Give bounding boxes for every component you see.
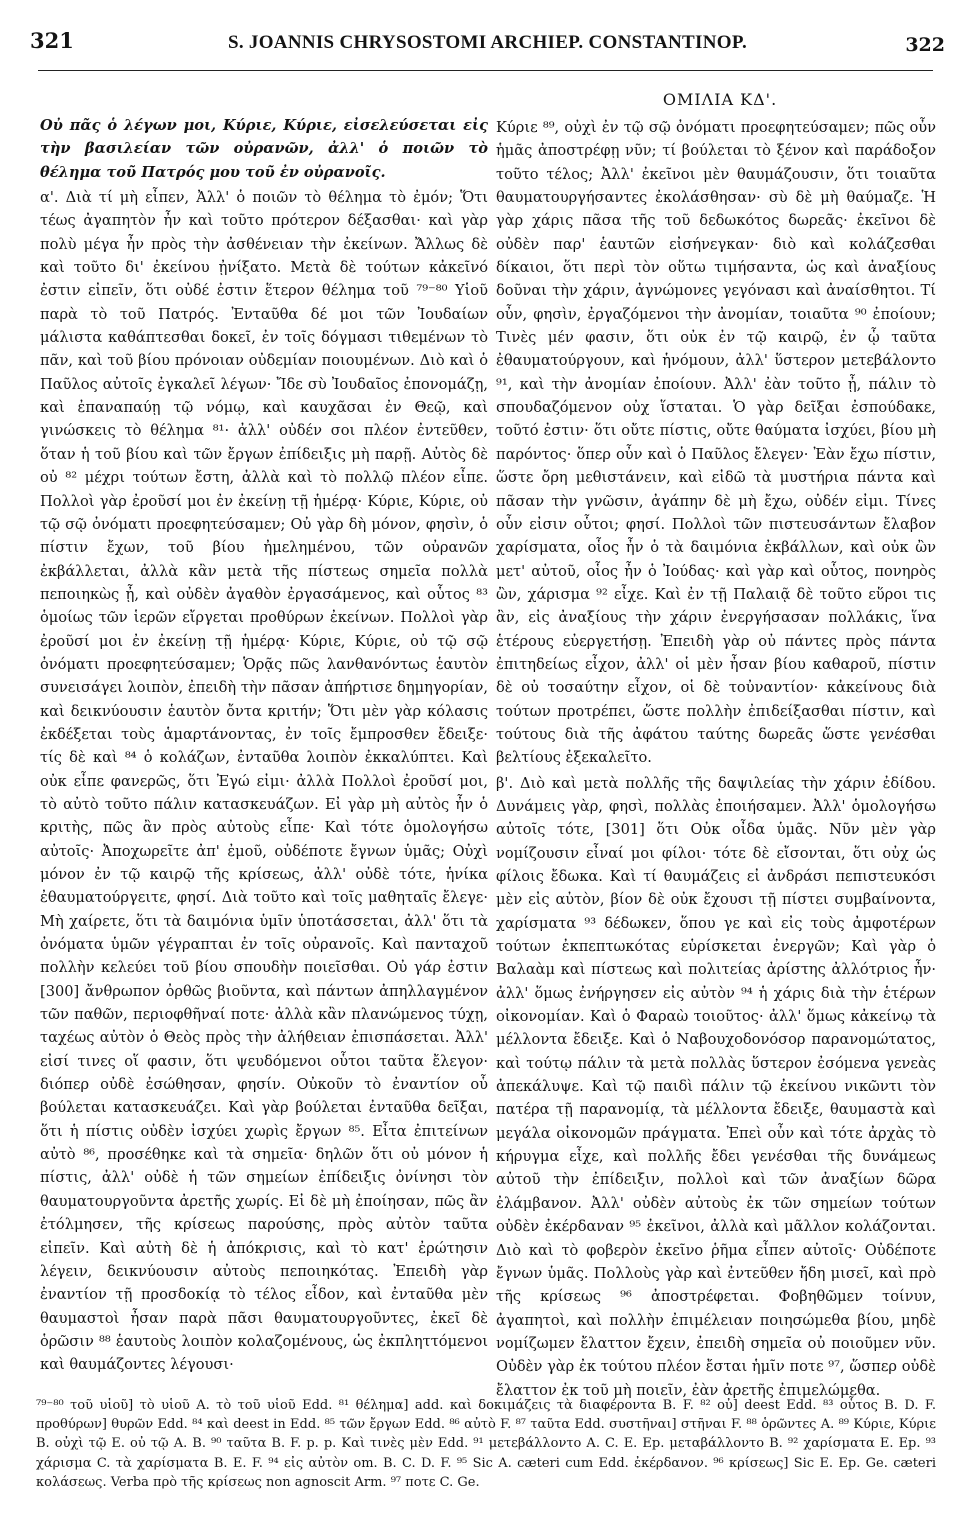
homily-title: ΟΜΙΛΙΑ ΚΔ'. [662,90,778,109]
left-column-text: α'. Διὰ τί μὴ εἶπεν, Ἀλλ' ὁ ποιῶν τὸ θέλημα τὸ ἐμόν; Ὅτι τέως ἀγαπητὸν ἦν καὶ τοῦτο πρότερον δέξασθαι· καὶ γὰρ πολὺ μέγα ἦν πρὸς τὴν ἀσθένειαν τὴν ἐκείνων. Ἄλλως δὲ καὶ τοῦτο δι' ἐκείνου ᾐνίξατο. Μετὰ δὲ τούτων κἀκεῖνό ἐστιν εἰπεῖν, ὅτι οὐδέ ἐστιν ἕτερον θέλημα τοῦ ⁷⁹⁻⁸⁰ Υἱοῦ παρὰ τὸ τοῦ Πατρός. Ἐνταῦθα δέ μοι τῶν Ἰουδαίων μάλιστα καθάπτεσθαι δοκεῖ, ἐν τοῖς δόγμασι τιθεμένων τὸ πᾶν, καὶ τοῦ βίου πρόνοιαν οὐδεμίαν ποιουμένων. Διὸ καὶ ὁ Παῦλος αὐτοῖς ἐγκαλεῖ λέγων· Ἴδε σὺ Ἰουδαῖος ἐπονομάζῃ, καὶ ἐπαναπαύῃ τῷ νόμῳ, καὶ καυχᾶσαι ἐν Θεῷ, καὶ γινώσκεις τὸ θέλημα ⁸¹· ἀλλ' οὐδέν σοι πλέον ἐντεῦθεν, ὅταν ἡ τοῦ βίου καὶ τῶν ἔργων ἐπίδειξις μὴ παρῇ. Αὐτὸς δὲ οὐ ⁸² μέχρι τούτων ἔστη, ἀλλὰ καὶ τὸ πολλῷ πλέον εἶπε. Πολλοὶ γὰρ ἐροῦσί μοι ἐν ἐκείνῃ τῇ ἡμέρᾳ· Κύριε, Κύριε, οὐ τῷ σῷ ὀνόματι προεφητεύσαμεν; Οὐ γὰρ δὴ μόνον, φησὶν, ὁ πίστιν ἔχων, τοῦ βίου ἠμελημένου, τῶν οὐρανῶν ἐκβάλλεται, ἀλλὰ κἂν μετὰ τῆς πίστεως σημεῖα πολλὰ πεποιηκὼς ᾖ, καὶ οὐδὲν ἀγαθὸν ἐργασάμενος, καὶ οὗτος ⁸³ ὁμοίως τῶν ἱερῶν εἴργεται προθύρων ἐκείνων. Πολλοὶ γὰρ ἐροῦσί μοι ἐν ἐκείνῃ τῇ ἡμέρᾳ· Κύριε, Κύριε, οὐ τῷ σῷ ὀνόματι προεφητεύσαμεν; Ὁρᾷς πῶς λανθανόντως ἑαυτὸν συνεισάγει λοιπὸν, ἐπειδὴ τὴν πᾶσαν ἀπήρτισε δημηγορίαν, καὶ δεικνύουσιν ἑαυτὸν ὄντα κριτήν; Ὅτι μὲν γὰρ κόλασις ἐκδέξεται τοὺς ἁμαρτάνοντας, ἐν τοῖς ἔμπροσθεν ἔδειξε· τίς δὲ καὶ ⁸⁴ ὁ κολάζων, ἐνταῦθα λοιπὸν ἐκκαλύπτει. Καὶ οὐκ εἶπε φανερῶς, ὅτι Ἐγώ εἰμι· ἀλλὰ Πολλοὶ ἐροῦσί μοι, τὸ αὐτὸ τοῦτο πάλιν κατασκευάζων. Εἰ γὰρ μὴ αὐτὸς ἦν ὁ κριτὴς, πῶς ἂν πρὸς αὐτοὺς εἶπε· Καὶ τότε ὁμολογήσω αὐτοῖς· Ἀποχωρεῖτε ἀπ' ἐμοῦ, οὐδέποτε ἔγνων ὑμᾶς; Οὐχὶ μόνον ἐν τῷ καιρῷ τῆς κρίσεως, ἀλλ' οὐδὲ τότε, ἡνίκα ἐθαυματούργειτε, φησί. Διὰ τοῦτο καὶ τοῖς μαθηταῖς ἔλεγε· Μὴ χαίρετε, ὅτι τὰ δαιμόνια ὑμῖν ὑποτάσσεται, ἀλλ' ὅτι τὰ ὀνόματα ὑμῶν γέγραπται ἐν τοῖς οὐρανοῖς. Καὶ πανταχοῦ πολλὴν κελεύει τοῦ βίου σπουδὴν ποιεῖσθαι. Οὐ γάρ ἐστιν [300] ἄνθρωπον ὀρθῶς βιοῦντα, καὶ πάντων ἀπηλλαγμένον τῶν παθῶν, περιοφθῆναί ποτε· ἀλλὰ κἂν πλανώμενος τύχῃ, ταχέως αὐτὸν ὁ Θεὸς πρὸς τὴν ἀλήθειαν ἐπισπάσεται. Ἀλλ' εἰσί τινες οἵ φασιν, ὅτι ψευδόμενοι οὗτοι ταῦτα ἔλεγον· διόπερ οὐδὲ ἐσώθησαν, φησίν. Οὐκοῦν τὸ ἐναντίον οὗ βούλεται κατασκευάζει. Καὶ γὰρ βούλεται ἐνταῦθα δεῖξαι, ὅτι ἡ πίστις οὐδὲν ἰσχύει χωρὶς ἔργων ⁸⁵. Εἶτα ἐπιτείνων αὐτὸ ⁸⁶, προσέθηκε καὶ τὰ σημεῖα· δηλῶν ὅτι οὐ μόνον ἡ πίστις, ἀλλ' οὐδὲ ἡ τῶν σημείων ἐπίδειξις ὀνίνησι τὸν θαυματουργοῦντα ἀρετῆς χωρίς. Εἰ δὲ μὴ ἐποίησαν, πῶς ἂν ἐτόλμησεν, τῆς κρίσεως παρούσης, πρὸς αὐτὸν ταῦτα εἰπεῖν. Καὶ αὐτὴ δὲ ἡ ἀπόκρισις, καὶ τὸ κατ' ἐρώτησιν λέγειν, δεικνύουσιν αὐτοὺς πεποιηκότας. Ἐπειδὴ γὰρ ἐναντίον τῇ προσδοκίᾳ τὸ τέλος εἶδον, καὶ ἐνταῦθα μὲν θαυμαστοὶ ἦσαν παρὰ πᾶσι θαυματουργοῦντες, ἐκεῖ δὲ ὁρῶσιν ⁸⁸ ἑαυτοὺς λοιπὸν κολαζομένους, ὡς ἐκπληττόμενοι καὶ θαυμάζοντες λέγουσι· [40,189,488,1374]
page-header [30,28,945,62]
right-column-text-2: β'. Διὸ καὶ μετὰ πολλῆς τῆς δαψιλείας τὴν χάριν ἐδίδου. Δυνάμεις γὰρ, φησὶ, πολλὰς ἐποιήσαμεν. Ἀλλ' ὁμολογήσω αὐτοῖς τότε, [301] ὅτι Οὐκ οἶδα ὑμᾶς. Νῦν μὲν γὰρ νομίζουσιν εἶναί μοι φίλοι· τότε δὲ εἴσονται, ὅτι οὐχ ὡς φίλοις ἔδωκα. Καὶ τί θαυμάζεις εἰ ἀνδράσι πεπιστευκόσι μὲν εἰς αὐτὸν, βίον δὲ οὐκ ἔχουσι τῇ πίστει συμβαίνοντα, χαρίσματα ⁹³ δέδωκεν, ὅπου γε καὶ εἰς τοὺς ἀμφοτέρων τούτων ἐκπεπτωκότας εὑρίσκεται ἐνεργῶν; Καὶ γὰρ ὁ Βαλαὰμ καὶ πίστεως καὶ πολιτείας ἀρίστης ἀλλότριος ἦν· ἀλλ' ὅμως ἐνήργησεν εἰς αὐτὸν ⁹⁴ ἡ χάρις διὰ τὴν ἑτέρων οἰκονομίαν. Καὶ ὁ Φαραὼ τοιοῦτος· ἀλλ' ὅμως κἀκείνῳ τὰ μέλλοντα ἔδειξε. Καὶ ὁ Ναβουχοδονόσορ παρανομώτατος, καὶ τούτῳ πάλιν τὰ μετὰ πολλὰς ὕστερον ἐσόμενα γενεὰς ἀπεκάλυψε. Καὶ τῷ παιδὶ πάλιν τῷ ἐκείνου νικῶντι τὸν πατέρα τῇ παρανομίᾳ, τὰ μέλλοντα ἔδειξε, θαυμαστὰ καὶ μεγάλα οἰκονομῶν πράγματα. Ἐπεὶ οὖν καὶ τότε ἀρχὰς τὸ κήρυγμα εἶχε, καὶ πολλῆς ἔδει γενέσθαι τῆς δυνάμεως αὐτοῦ τὴν ἐπίδειξιν, πολλοὶ καὶ τῶν ἀναξίων δῶρα ἐλάμβανον. Ἀλλ' οὐδὲν αὐτοὺς ἐκ τῶν σημείων τούτων οὐδὲν ἐκέρδαναν ⁹⁵ ἐκεῖνοι, ἀλλὰ καὶ μᾶλλον κολάζονται. Διὸ καὶ τὸ φοβερὸν ἐκεῖνο ῥῆμα εἶπεν αὐτοῖς· Οὐδέποτε ἔγνων ὑμᾶς. Πολλοὺς γὰρ καὶ ἐντεῦθεν ἤδη μισεῖ, καὶ πρὸ τῆς κρίσεως ⁹⁶ ἀποστρέφεται. Φοβηθῶμεν τοίνυν, ἀγαπητοὶ, καὶ πολλὴν ἐπιμέλειαν ποιησώμεθα βίου, μηδὲ νομίζωμεν ἔλαττον ἔχειν, ἐπειδὴ σημεῖα οὐ ποιοῦμεν νῦν. Οὐδὲν γὰρ ἐκ τούτου πλέον ἔσται ἡμῖν ποτε ⁹⁷, ὥσπερ οὐδὲ ἔλαττον ἐκ τοῦ μὴ ποιεῖν, ἐὰν ἀρετῆς ἐπιμελώμεθα. [496,774,936,1399]
left-column [40,114,488,1377]
scripture-lemma: Οὐ πᾶς ὁ λέγων μοι, Κύριε, Κύριε, εἰσελεύσεται εἰς τὴν βασιλείαν τῶν οὐρανῶν, ἀλλ' ὁ ποιῶν τὸ θέλημα τοῦ Πατρός μου τοῦ ἐν οὐρανοῖς. [40,117,488,181]
page-number-right: 322 [905,34,945,56]
running-title: S. JOANNIS CHRYSOSTOMI ARCHIEP. CONSTANTINOP. [227,32,748,53]
right-column-text-1: Κύριε ⁸⁹, οὐχὶ ἐν τῷ σῷ ὀνόματι προεφητεύσαμεν; πῶς οὖν ἡμᾶς ἀποστρέφῃ νῦν; τί βούλεται τὸ ξένον καὶ παράδοξον τοῦτο τέλος; Ἀλλ' ἐκεῖνοι μὲν θαυμάζουσιν, ὅτι τοιαῦτα θαυματουργήσαντες ἐκολάσθησαν· σὺ δὲ μὴ θαύμαζε. Ἡ γὰρ χάρις πᾶσα τῆς τοῦ δεδωκότος δωρεᾶς· ἐκεῖνοι δὲ οὐδὲν παρ' ἑαυτῶν εἰσήνεγκαν· διὸ καὶ κολάζεσθαι δίκαιοι, ὅτι περὶ τὸν οὕτω τιμήσαντα, ὡς καὶ ἀναξίους δοῦναι τὴν χάριν, ἀγνώμονες γεγόνασι καὶ ἀναίσθητοι. Τί οὖν, φησὶν, ἐργαζόμενοι τὴν ἀνομίαν, τοιαῦτα ⁹⁰ ἐποίουν; Τινὲς μέν φασιν, ὅτι οὐκ ἐν τῷ καιρῷ, ἐν ᾧ ταῦτα ἐθαυματούργουν, καὶ ἡνόμουν, ἀλλ' ὕστερον μετεβάλοντο ⁹¹, καὶ τὴν ἀνομίαν ἐποίουν. Ἀλλ' ἐὰν τοῦτο ᾖ, πάλιν τὸ σπουδαζόμενον οὐχ ἵσταται. Ὁ γὰρ δεῖξαι ἐσπούδακε, τοῦτό ἐστιν· ὅτι οὔτε πίστις, οὔτε θαύματα ἰσχύει, βίου μὴ παρόντος· ὅπερ οὖν καὶ ὁ Παῦλος ἔλεγεν· Ἐὰν ἔχω πίστιν, ὥστε ὄρη μεθιστάνειν, καὶ εἰδῶ τὰ μυστήρια πάντα καὶ πᾶσαν τὴν γνῶσιν, ἀγάπην δὲ μὴ ἔχω, οὐδέν εἰμι. Τίνες οὖν εἰσιν οὗτοι; φησί. Πολλοὶ τῶν πιστευσάντων ἔλαβον χαρίσματα, οἷος ἦν ὁ τὰ δαιμόνια ἐκβάλλων, καὶ οὐκ ὢν μετ' αὐτοῦ, οἷος ἦν ὁ Ἰούδας· καὶ γὰρ καὶ οὗτος, πονηρὸς ὢν, χάρισμα ⁹² εἶχε. Καὶ ἐν τῇ Παλαιᾷ δὲ τοῦτο εὕροι τις ἂν, εἰς ἀναξίους τὴν χάριν ἐνεργήσασαν πολλάκις, ἵνα ἑτέρους εὐεργετήσῃ. Ἐπειδὴ γὰρ οὐ πάντες πρὸς πάντα ἐπιτηδείως εἶχον, ἀλλ' οἱ μὲν ἦσαν βίου καθαροῦ, πίστιν δὲ οὐ τοσαύτην εἶχον, οἱ δὲ τοὐναντίον· κἀκείνους διὰ τούτων προτρέπει, ὥστε πολλὴν ἐπιδείξασθαι πίστιν, καὶ τούτους διὰ τῆς ἀφάτου ταύτης δωρεᾶς ὥστε γενέσθαι βελτίους ἐξεκαλεῖτο. [496,119,936,767]
footnotes [36,1396,936,1492]
page-number-left: 321 [30,28,74,53]
right-column [496,116,936,1402]
footnotes-text: ⁷⁹⁻⁸⁰ τοῦ υἱοῦ] τὸ υἱοῦ A. τὸ τοῦ υἱοῦ Edd. ⁸¹ θέλημα] add. καὶ δοκιμάζεις τὰ διαφέροντα B. F. ⁸² οὐ] deest Edd. ⁸³ οὗτος B. D. F. προθύρων] θυρῶν Edd. ⁸⁴ καὶ deest in Edd. ⁸⁵ τῶν ἔργων Edd. ⁸⁶ αὐτὸ F. ⁸⁷ ταῦτα Edd. συστῆναι] στῆναι F. ⁸⁸ ὁρῶντες A. ⁸⁹ Κύριε, Κύριε B. οὐχὶ τῷ E. οὐ τῷ A. B. ⁹⁰ ταῦτα B. F. p. p. Καὶ τινὲς μὲν Edd. ⁹¹ μετεβάλλοντο A. C. E. Ep. μεταβάλλοντο B. ⁹² χαρίσματα E. Ep. ⁹³ χάρισμα C. τὰ χαρίσματα B. E. F. ⁹⁴ εἰς αὐτὸν om. B. C. D. F. ⁹⁵ Sic A. cæteri cum Edd. ἐκέρδανον. ⁹⁶ κρίσεως] Sic E. Ep. Ge. cæteri κολάσεως. Verba πρὸ τῆς κρίσεως non agnoscit Arm. ⁹⁷ ποτε C. Ge. [36,1398,936,1490]
header-rule [38,70,933,71]
